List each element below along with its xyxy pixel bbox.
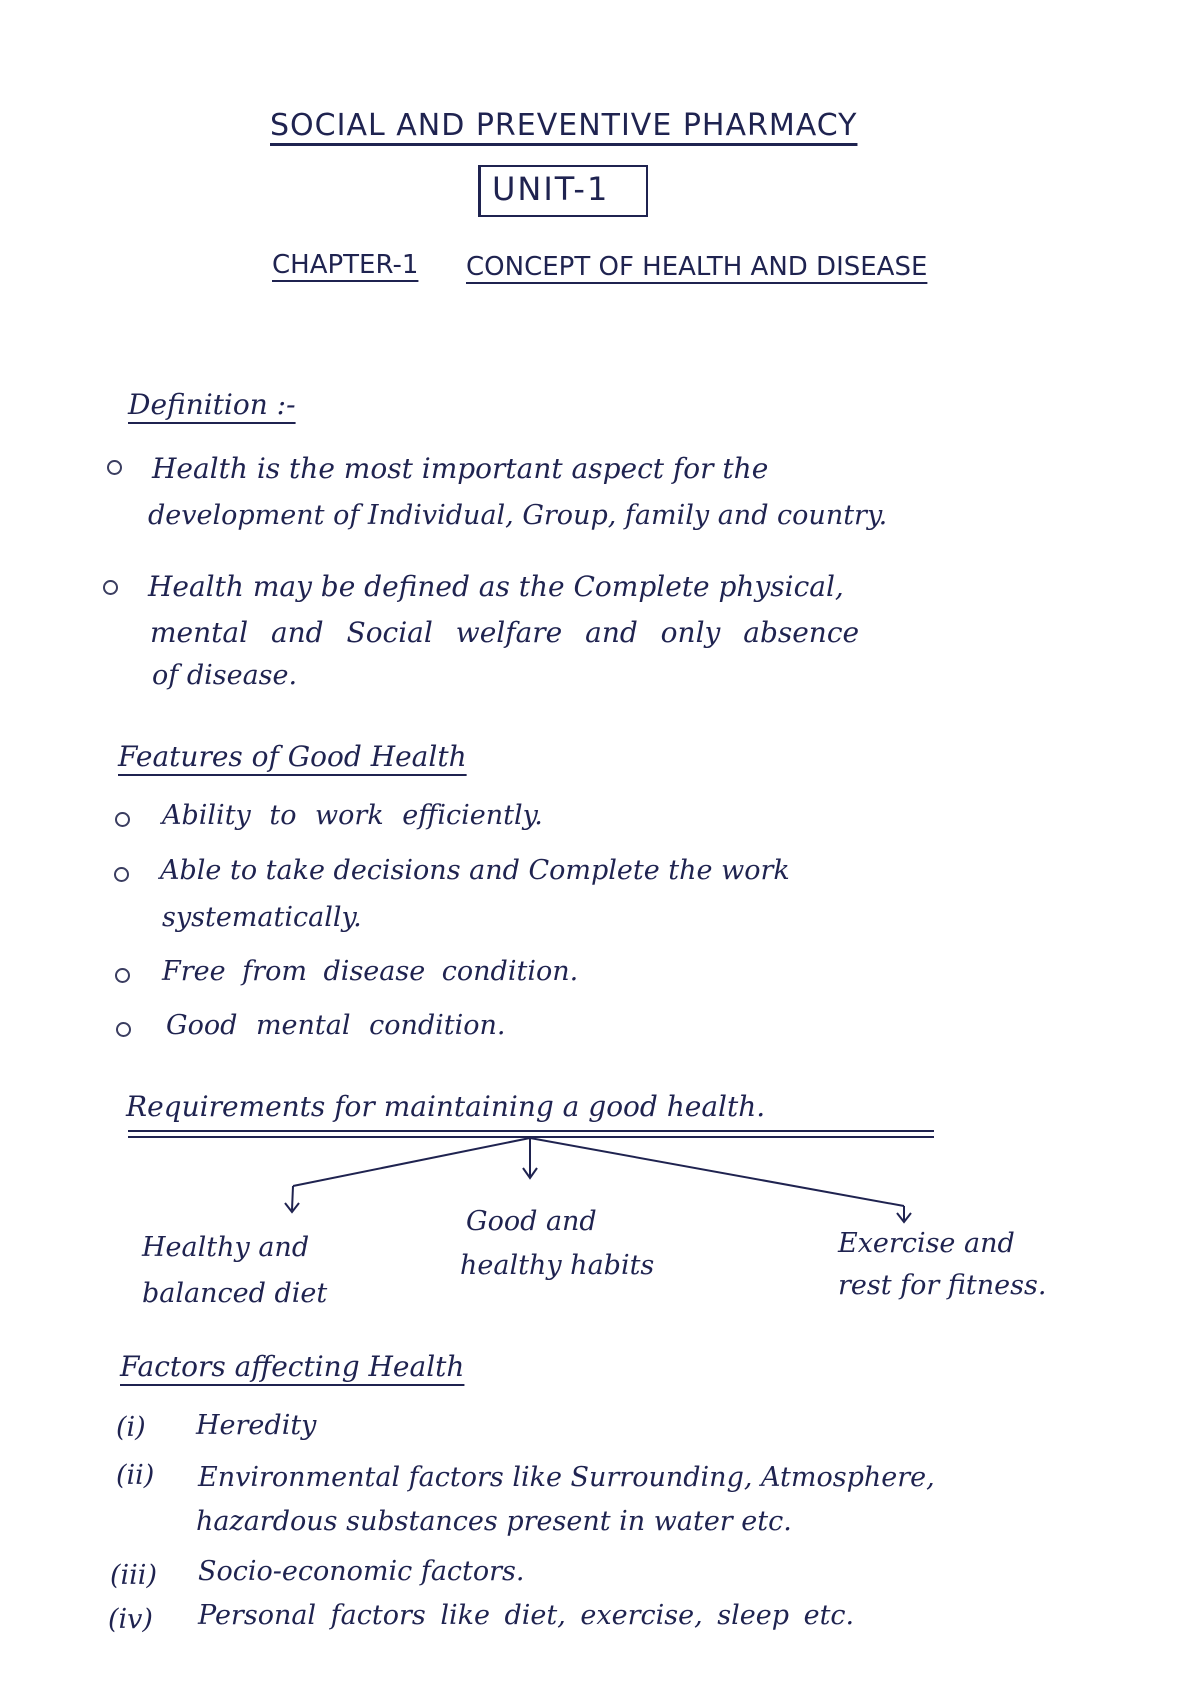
branch-line-left bbox=[293, 1138, 530, 1186]
definition-point-2-line-1: Health may be defined as the Complete physical, bbox=[148, 570, 844, 603]
factor-num-1: (i) bbox=[116, 1412, 146, 1443]
page-title: SOCIAL AND PREVENTIVE PHARMACY bbox=[270, 108, 858, 143]
chapter-label: CHAPTER-1 bbox=[272, 250, 419, 280]
factor-item-4: Personal factors like diet, exercise, sleep etc. bbox=[198, 1600, 855, 1631]
feature-item-4: Good mental condition. bbox=[166, 1010, 506, 1041]
unit-label: UNIT-1 bbox=[492, 170, 610, 208]
factor-num-2: (ii) bbox=[116, 1460, 155, 1491]
branch-2-line-1: Good and bbox=[466, 1206, 597, 1237]
branch-1-line-1: Healthy and bbox=[142, 1232, 310, 1263]
factor-item-2-line-2: hazardous substances present in water etc. bbox=[196, 1506, 792, 1537]
definition-point-2-line-2: mental and Social welfare and only absence bbox=[150, 616, 860, 649]
definition-point-2-line-3: of disease. bbox=[152, 660, 298, 691]
factors-heading: Factors affecting Health bbox=[120, 1350, 465, 1383]
branch-1-line-2: balanced diet bbox=[142, 1278, 328, 1309]
definition-point-1-line-1: Health is the most important aspect for the bbox=[152, 452, 769, 485]
factor-item-3: Socio-economic factors. bbox=[198, 1556, 525, 1587]
feature-item-1: Ability to work efficiently. bbox=[162, 800, 543, 831]
requirements-heading: Requirements for maintaining a good health. bbox=[126, 1090, 766, 1123]
branch-2-line-2: healthy habits bbox=[460, 1250, 655, 1281]
feature-item-2-line-2: systematically. bbox=[162, 902, 362, 933]
definition-point-1-line-2: development of Individual, Group, family and country. bbox=[148, 500, 888, 531]
feature-item-3: Free from disease condition. bbox=[162, 956, 579, 987]
factor-item-1: Heredity bbox=[196, 1410, 317, 1441]
definition-heading: Definition :- bbox=[128, 388, 296, 421]
factor-num-3: (iii) bbox=[110, 1560, 157, 1591]
factor-item-2-line-1: Environmental factors like Surrounding, Atmosphere, bbox=[198, 1462, 935, 1493]
branch-3-line-1: Exercise and bbox=[838, 1228, 1015, 1259]
features-heading: Features of Good Health bbox=[118, 740, 467, 773]
arrow-down-left bbox=[292, 1186, 293, 1210]
branch-3-line-2: rest for fitness. bbox=[838, 1270, 1047, 1301]
branch-line-right bbox=[530, 1138, 904, 1206]
factor-num-4: (iv) bbox=[108, 1604, 153, 1635]
feature-item-2-line-1: Able to take decisions and Complete the work bbox=[160, 855, 790, 886]
chapter-title: CONCEPT OF HEALTH AND DISEASE bbox=[466, 252, 928, 282]
